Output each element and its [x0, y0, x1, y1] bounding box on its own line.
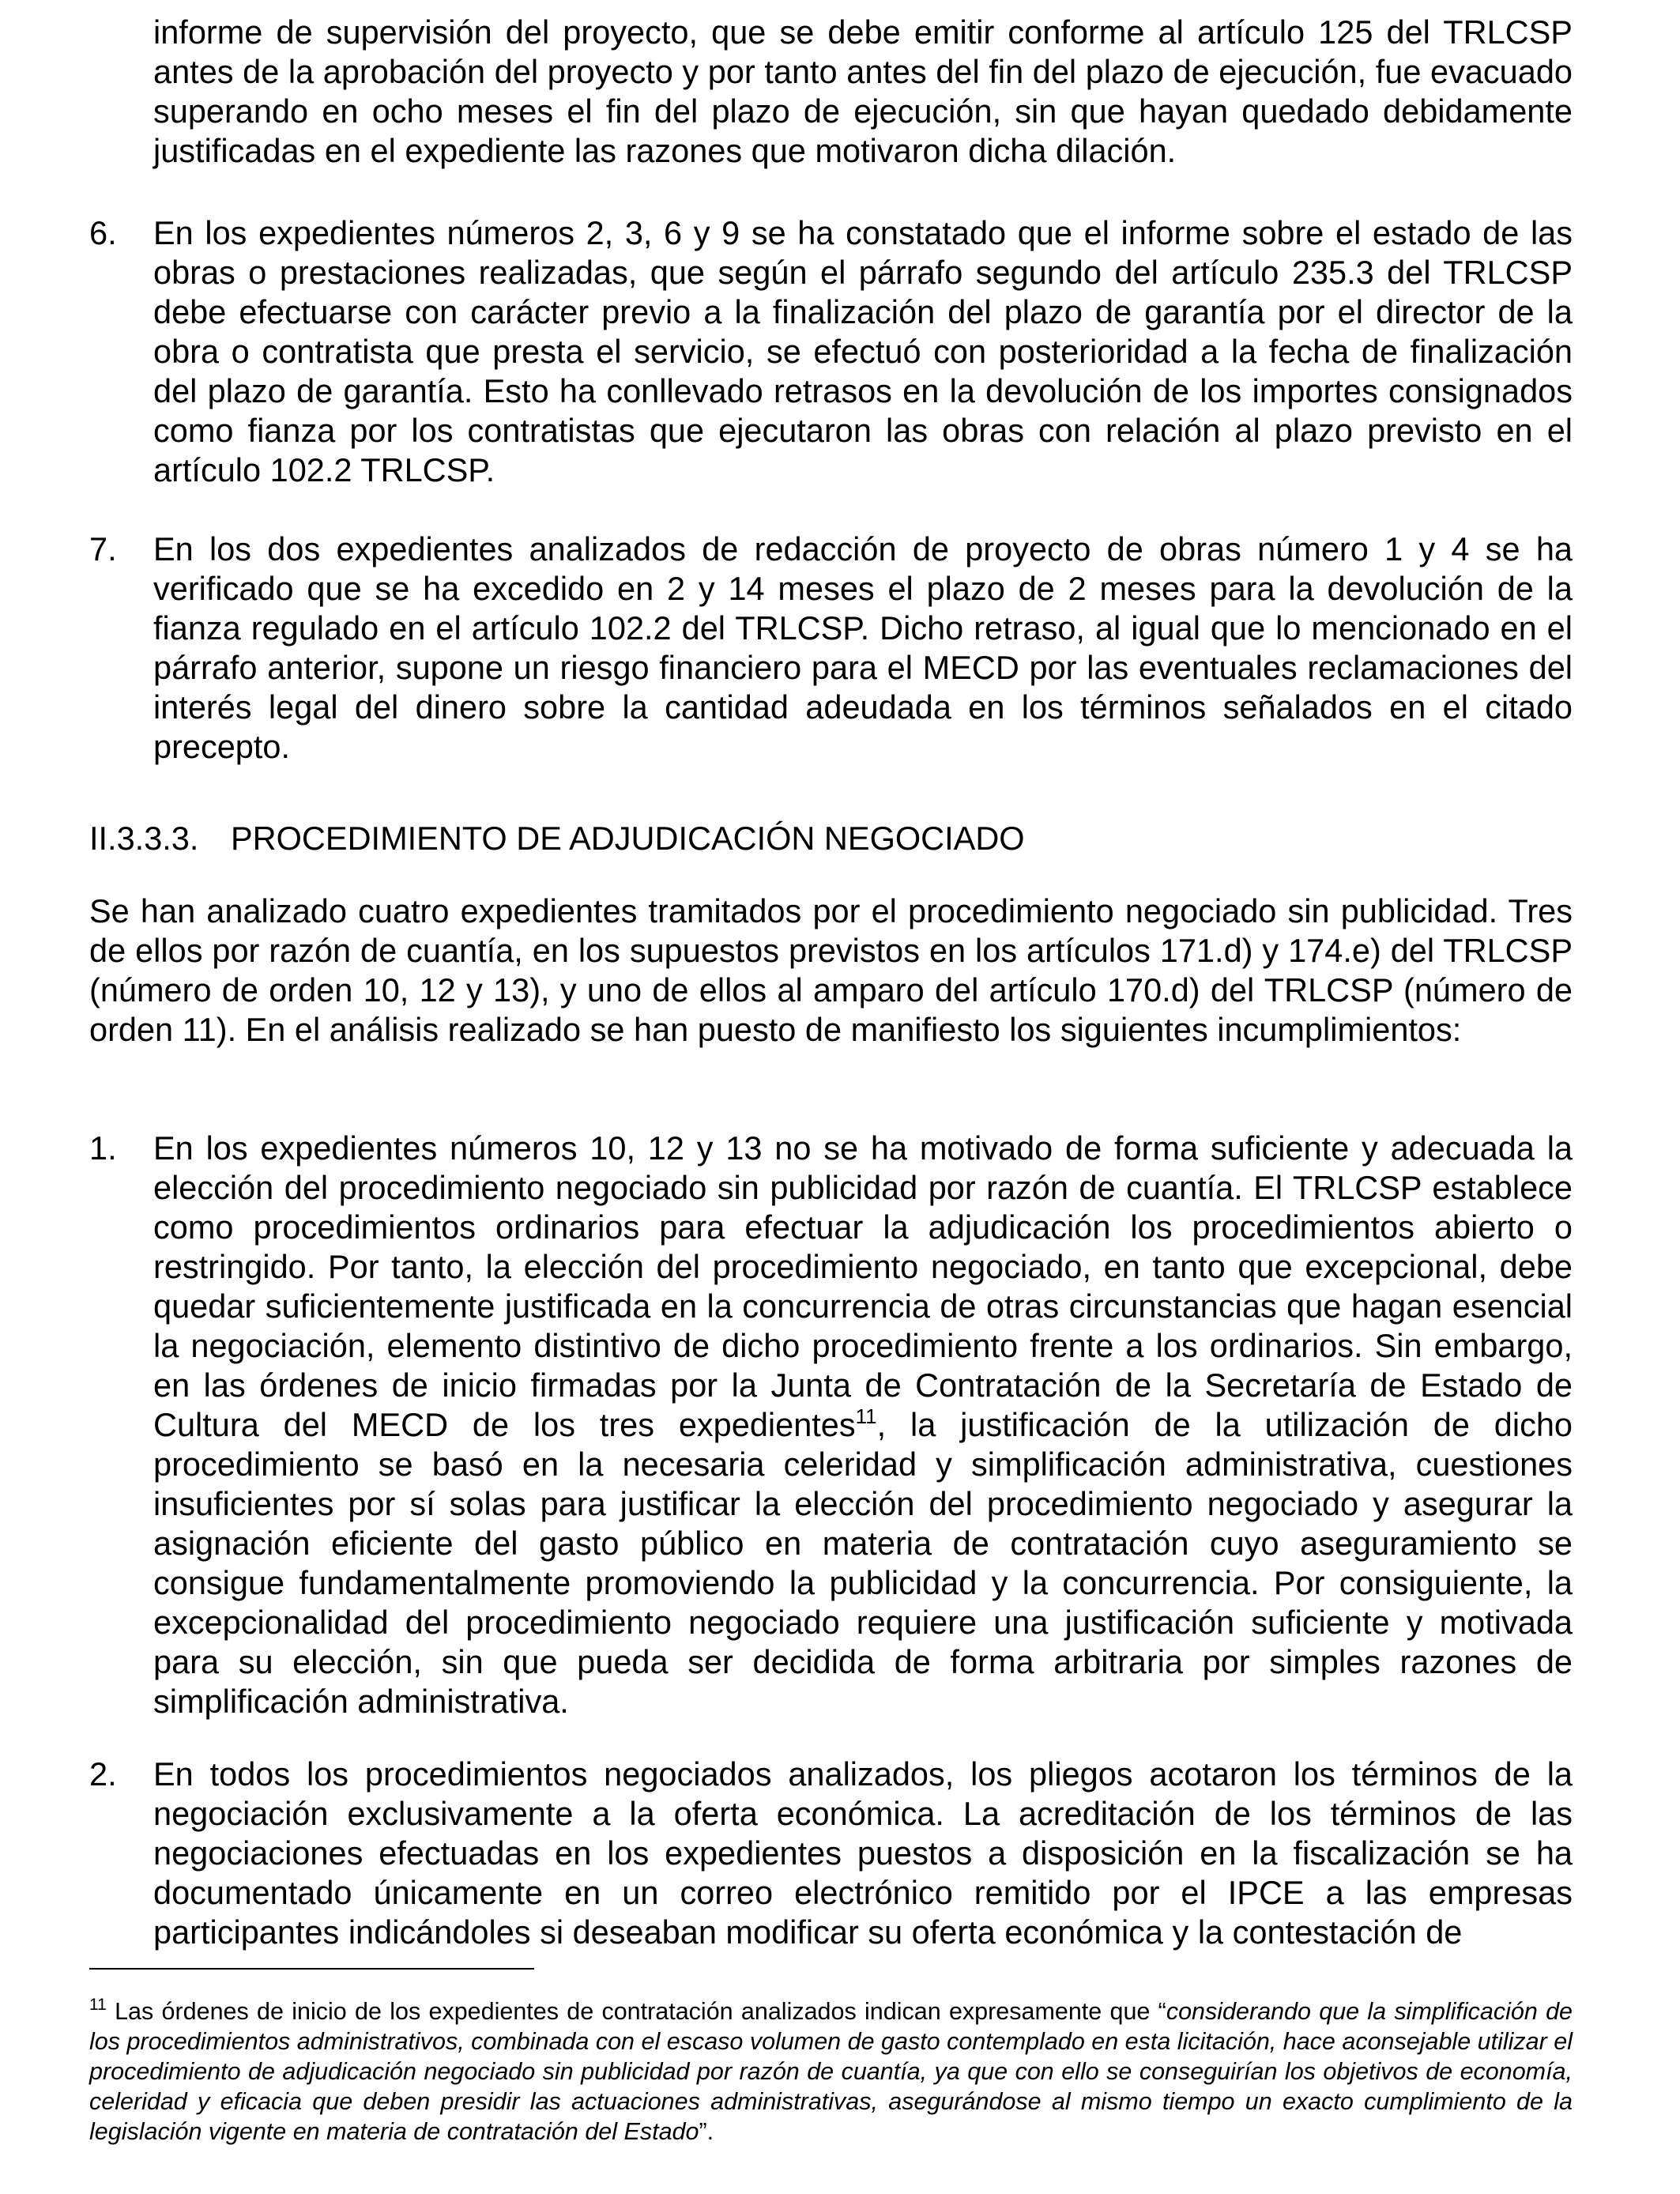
footnote-quote: considerando que la simplificación de los procedimientos administrativos, combinada con el escaso volumen de gasto contemplado en esta licitación, hace aconsejable utilizar el procedimiento de adjudicación negociado sin publicidad por razón de cuantía, ya que con ello se conseguirían los objetivos de economía, celeridad y eficacia que deben presidir las actuaciones administrativas, asegurándose al mismo tiempo un exacto cumplimiento de la legislación vigente en materia de contratación del Estado: [89, 1998, 1573, 2145]
section-heading: [89, 819, 1025, 858]
list-item-number: 1.: [89, 1129, 117, 1167]
list-item-number: 2.: [89, 1755, 117, 1793]
section-title: PROCEDIMIENTO DE ADJUDICACIÓN NEGOCIADO: [231, 820, 1025, 857]
list-item-text: En todos los procedimientos negociados analizados, los pliegos acotaron los términos de la negociación exclusivamente a la oferta económica. La acreditación de los términos de las negociaciones efectuadas en los expedientes puestos a disposición en la fiscalización se ha documentado únicamente en un correo electrónico remitido por el IPCE a las empresas participantes indicándoles si deseaban modificar su oferta económica y la contestación de: [153, 1755, 1573, 1951]
text-before-note: En los expedientes números 10, 12 y 13 no se ha motivado de forma suficiente y adecuada la elección del procedimiento negociado sin publicidad por razón de cuantía. El TRLCSP establece como procedimientos ordinarios para efectuar la adjudicación los procedimientos abierto o restringido. Por tanto, la elección del procedimiento negociado, en tanto que excepcional, debe quedar suficientemente justificada en la concurrencia de otras circunstancias que hagan esencial la negociación, elemento distintivo de dicho procedimiento frente a los ordinarios. Sin embargo, en las órdenes de inicio firmadas por la Junta de Contratación de la Secretaría de Estado de Cultura del MECD de los tres expedientes: [153, 1129, 1573, 1443]
list-item-text: [153, 1129, 1573, 1721]
section-number: II.3.3.3.: [89, 820, 199, 857]
footnote: [89, 1996, 1573, 2147]
continuation-paragraph: informe de supervisión del proyecto, que se debe emitir conforme al artículo 125 del TRLCSP antes de la aprobación del proyecto y por tanto antes del fin del plazo de ejecución, fue evacuado superando en ocho meses el fin del plazo de ejecución, sin que hayan quedado debidamente justificadas en el expediente las razones que motivaron dicha dilación.: [153, 13, 1573, 169]
footnote-tail: ”.: [699, 2118, 714, 2145]
list-item-number: 7.: [89, 530, 117, 567]
text-after-note: , la justificación de la utilización de dicho procedimiento se basó en la necesaria celeridad y simplificación administrativa, cuestiones insuficientes por sí solas para justificar la elección del procedimiento negociado y asegurar la asignación eficiente del gasto público en materia de contratación cuyo aseguramiento se consigue fundamentalmente promoviendo la publicidad y la concurrencia. Por consiguiente, la excepcionalidad del procedimiento negociado requiere una justificación suficiente y motivada para su elección, sin que pueda ser decidida de forma arbitraria por simples razones de simplificación administrativa.: [153, 1406, 1573, 1720]
list-item-number: 6.: [89, 214, 117, 251]
footnote-lead: Las órdenes de inicio de los expedientes de contratación analizados indican expresamente que “: [106, 1998, 1166, 2025]
list-item-text: En los dos expedientes analizados de redacción de proyecto de obras número 1 y 4 se ha verificado que se ha excedido en 2 y 14 meses el plazo de 2 meses para la devolución de la fianza regulado en el artículo 102.2 del TRLCSP. Dicho retraso, al igual que lo mencionado en el párrafo anterior, supone un riesgo financiero para el MECD por las eventuales reclamaciones del interés legal del dinero sobre la cantidad adeudada en los términos señalados en el citado precepto.: [153, 530, 1573, 765]
footnote-number: 11: [89, 1996, 107, 2014]
list-item-text: En los expedientes números 2, 3, 6 y 9 se ha constatado que el informe sobre el estado de las obras o prestaciones realizadas, que según el párrafo segundo del artículo 235.3 del TRLCSP debe efectuarse con carácter previo a la finalización del plazo de garantía por el director de la obra o contratista que presta el servicio, se efectuó con posterioridad a la fecha de finalización del plazo de garantía. Esto ha conllevado retrasos en la devolución de los importes consignados como fianza por los contratistas que ejecutaron las obras con relación al plazo previsto en el artículo 102.2 TRLCSP.: [153, 214, 1573, 488]
intro-paragraph: Se han analizado cuatro expedientes tramitados por el procedimiento negociado sin publicidad. Tres de ellos por razón de cuantía, en los supuestos previstos en los artículos 171.d) y 174.e) del TRLCSP (número de orden 10, 12 y 13), y uno de ellos al amparo del artículo 170.d) del TRLCSP (número de orden 11). En el análisis realizado se han puesto de manifiesto los siguientes incumplimientos:: [89, 892, 1573, 1048]
footnote-reference[interactable]: 11: [855, 1404, 877, 1428]
footnote-separator: [89, 1968, 534, 1970]
